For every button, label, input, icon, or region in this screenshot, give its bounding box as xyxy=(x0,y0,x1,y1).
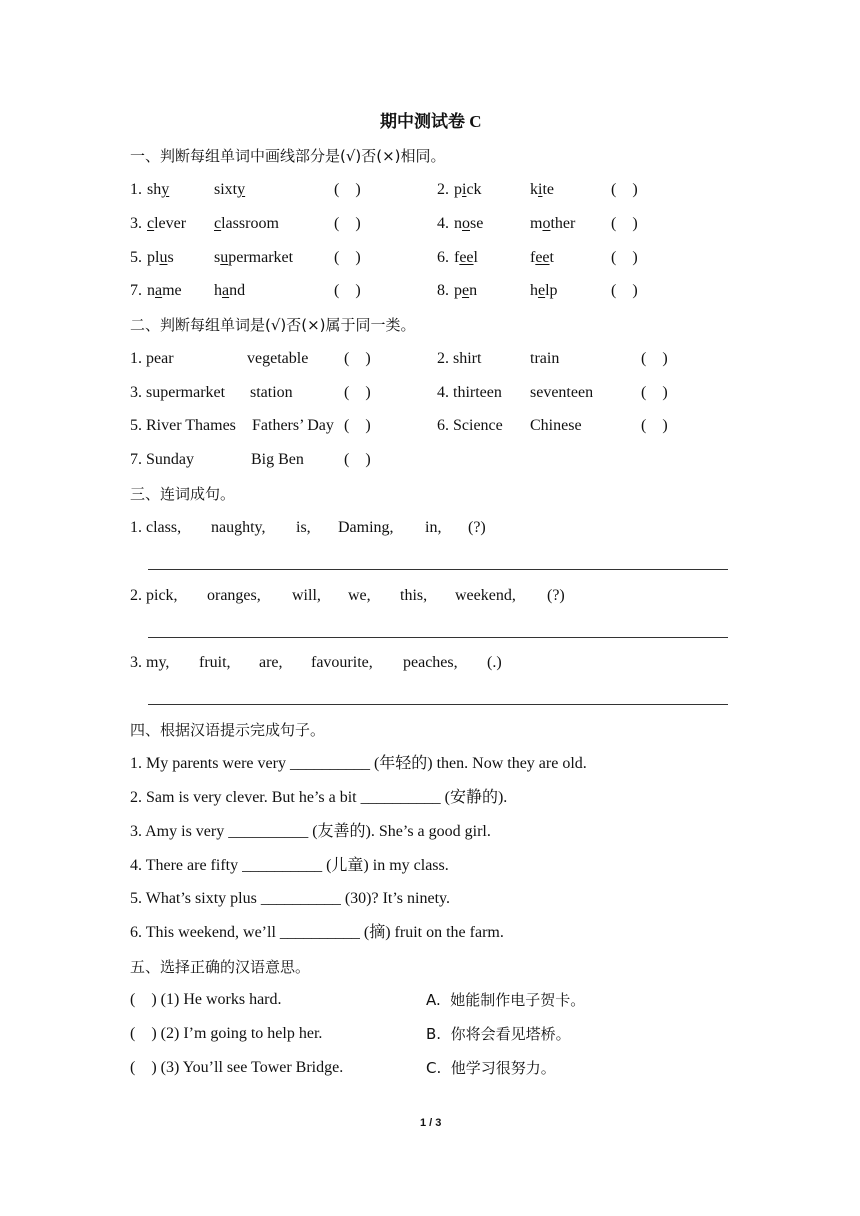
underlined-letters: e xyxy=(538,282,546,299)
answer-parens: ( ) xyxy=(611,249,638,266)
word-a xyxy=(454,214,483,234)
answer-parens: ( ) xyxy=(334,181,361,198)
word-part: me xyxy=(162,282,182,299)
word-part: t xyxy=(549,249,554,266)
word-b: train xyxy=(530,350,560,367)
word-a: 3. supermarket xyxy=(130,384,226,401)
word-a: 1. pear xyxy=(130,350,174,367)
underlined-letters: u xyxy=(159,249,168,266)
underlined-letters: a xyxy=(155,282,163,299)
scrambled-word: fruit, xyxy=(199,654,231,671)
match-left: ( ) (1) He works hard. xyxy=(130,991,282,1008)
underlined-letters: i xyxy=(462,181,467,198)
word-part: p xyxy=(454,181,462,198)
word-b xyxy=(530,214,575,234)
word-part: se xyxy=(470,215,484,232)
scrambled-word: will, xyxy=(292,587,321,604)
scrambled-word: (?) xyxy=(468,519,486,536)
item-number: 4. xyxy=(437,215,449,232)
section-3-heading: 三、连词成句。 xyxy=(130,485,236,503)
word-a xyxy=(454,248,478,268)
word-part: n xyxy=(147,282,155,299)
word-a xyxy=(147,281,182,301)
scrambled-word: naughty, xyxy=(211,519,266,536)
word-part: p xyxy=(454,282,462,299)
word-b: station xyxy=(250,384,293,401)
underlined-letters: u xyxy=(220,249,229,266)
scrambled-word: this, xyxy=(400,587,428,604)
answer-parens: ( ) xyxy=(344,350,371,367)
answer-parens: ( ) xyxy=(611,215,638,232)
sentence-item: 6. This weekend, we’ll __________ (摘) fruit on the farm. xyxy=(130,924,504,941)
match-right: A. 她能制作电子贺卡。 xyxy=(426,991,586,1009)
answer-line xyxy=(148,637,728,638)
scrambled-word: weekend, xyxy=(455,587,516,604)
underlined-letters: i xyxy=(538,181,543,198)
word-b xyxy=(214,214,279,234)
word-a: 4. thirteen xyxy=(437,384,502,401)
underlined-letters: c xyxy=(214,215,222,232)
answer-parens: ( ) xyxy=(334,249,361,266)
word-part: h xyxy=(530,282,538,299)
word xyxy=(147,249,174,266)
answer-line xyxy=(148,704,728,705)
word xyxy=(530,181,554,198)
page-number: 1 / 3 xyxy=(420,1117,442,1129)
word xyxy=(214,249,293,266)
word-part: te xyxy=(542,181,554,198)
word-b: Chinese xyxy=(530,417,582,434)
word xyxy=(214,282,245,299)
section-2-heading: 二、判断每组单词是(√)否(×)属于同一类。 xyxy=(130,316,416,334)
item-number: 6. xyxy=(437,249,449,266)
word-part: pl xyxy=(147,249,160,266)
answer-parens: ( ) xyxy=(344,451,371,468)
word xyxy=(214,215,279,232)
word xyxy=(530,282,558,299)
word-part: s xyxy=(214,249,221,266)
underlined-letters: y xyxy=(237,181,246,198)
item-number: 1. xyxy=(130,181,142,198)
item-number: 7. xyxy=(130,282,142,299)
word-b: seventeen xyxy=(530,384,594,401)
word-part: n xyxy=(469,282,478,299)
word-part: lp xyxy=(545,282,558,299)
scrambled-word: (?) xyxy=(547,587,565,604)
word-part: lassroom xyxy=(221,215,279,232)
item-number: 8. xyxy=(437,282,449,299)
scrambled-word: peaches, xyxy=(403,654,458,671)
match-left: ( ) (2) I’m going to help her. xyxy=(130,1025,323,1042)
sentence-item: 2. Sam is very clever. But he’s a bit __________ (安静的). xyxy=(130,789,508,806)
word-part: ck xyxy=(466,181,482,198)
answer-parens: ( ) xyxy=(611,181,638,198)
answer-parens: ( ) xyxy=(334,215,361,232)
answer-parens: ( ) xyxy=(611,282,638,299)
scrambled-word: oranges, xyxy=(207,587,261,604)
word-a xyxy=(147,214,186,234)
scrambled-word: 3. my, xyxy=(130,654,170,671)
word-a xyxy=(147,180,169,200)
item-number: 5. xyxy=(130,249,142,266)
scrambled-word: Daming, xyxy=(338,519,394,536)
answer-parens: ( ) xyxy=(641,384,668,401)
word xyxy=(147,181,169,198)
sentence-item: 5. What’s sixty plus __________ (30)? It’s ninety. xyxy=(130,890,450,907)
word-part: f xyxy=(530,249,536,266)
word-a xyxy=(147,248,174,268)
word-a xyxy=(454,281,477,301)
word xyxy=(454,181,482,198)
answer-line xyxy=(148,569,728,570)
word-b xyxy=(214,248,293,268)
match-right: B. 你将会看见塔桥。 xyxy=(426,1025,571,1043)
word xyxy=(530,215,575,232)
sentence-item: 3. Amy is very __________ (友善的). She’s a good girl. xyxy=(130,823,491,840)
word-part: sixt xyxy=(214,181,238,198)
word xyxy=(530,249,554,266)
word-part: nd xyxy=(229,282,246,299)
word-b xyxy=(530,281,558,301)
word-b xyxy=(214,281,245,301)
word xyxy=(454,249,478,266)
word xyxy=(454,215,483,232)
word xyxy=(454,282,477,299)
scrambled-word: (.) xyxy=(487,654,502,671)
page-title: 期中测试卷 C xyxy=(380,112,482,131)
match-right: C. 他学习很努力。 xyxy=(426,1059,556,1077)
answer-parens: ( ) xyxy=(344,417,371,434)
underlined-letters: o xyxy=(542,215,551,232)
word-part: m xyxy=(530,215,543,232)
word-b xyxy=(214,180,245,200)
word-part: s xyxy=(167,249,174,266)
word-b xyxy=(530,180,554,200)
word-part: f xyxy=(454,249,460,266)
underlined-letters: o xyxy=(462,215,470,232)
underlined-letters: ee xyxy=(459,249,474,266)
word-b: Fathers’ Day xyxy=(252,417,334,434)
section-5-heading: 五、选择正确的汉语意思。 xyxy=(130,958,311,976)
word-part: lever xyxy=(154,215,187,232)
word-part: permarket xyxy=(228,249,294,266)
answer-parens: ( ) xyxy=(344,384,371,401)
scrambled-word: in, xyxy=(425,519,442,536)
word-part: ther xyxy=(550,215,576,232)
word-b xyxy=(530,248,554,268)
word xyxy=(147,215,186,232)
word-part: h xyxy=(214,282,222,299)
answer-parens: ( ) xyxy=(334,282,361,299)
scrambled-word: are, xyxy=(259,654,283,671)
word-part: n xyxy=(454,215,462,232)
word-part: l xyxy=(473,249,478,266)
word-a: 2. shirt xyxy=(437,350,482,367)
match-left: ( ) (3) You’ll see Tower Bridge. xyxy=(130,1059,344,1076)
word xyxy=(214,181,245,198)
scrambled-word: favourite, xyxy=(311,654,373,671)
section-1-heading: 一、判断每组单词中画线部分是(√)否(×)相同。 xyxy=(130,147,446,165)
word-part: sh xyxy=(147,181,162,198)
underlined-letters: a xyxy=(222,282,230,299)
word-b: Big Ben xyxy=(251,451,304,468)
word-a xyxy=(454,180,482,200)
item-number: 3. xyxy=(130,215,142,232)
word-a: 5. River Thames xyxy=(130,417,236,434)
underlined-letters: ee xyxy=(535,249,550,266)
answer-parens: ( ) xyxy=(641,350,668,367)
word-part: k xyxy=(530,181,538,198)
word-b: vegetable xyxy=(247,350,309,367)
underlined-letters: y xyxy=(161,181,170,198)
word-a: 7. Sunday xyxy=(130,451,194,468)
scrambled-word: we, xyxy=(348,587,371,604)
word xyxy=(147,282,182,299)
sentence-item: 1. My parents were very __________ (年轻的) then. Now they are old. xyxy=(130,755,587,772)
answer-parens: ( ) xyxy=(641,417,668,434)
underlined-letters: e xyxy=(462,282,470,299)
item-number: 2. xyxy=(437,181,449,198)
word-a: 6. Science xyxy=(437,417,503,434)
scrambled-word: 2. pick, xyxy=(130,587,178,604)
sentence-item: 4. There are fifty __________ (儿童) in my class. xyxy=(130,857,449,874)
scrambled-word: 1. class, xyxy=(130,519,182,536)
scrambled-word: is, xyxy=(296,519,311,536)
section-4-heading: 四、根据汉语提示完成句子。 xyxy=(130,721,326,739)
underlined-letters: c xyxy=(147,215,155,232)
